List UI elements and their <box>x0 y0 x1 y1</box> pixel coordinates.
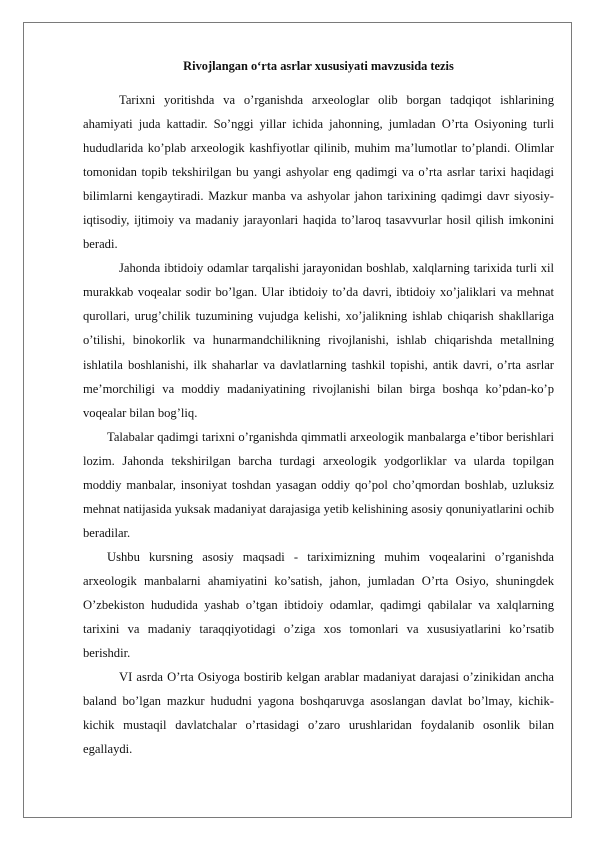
paragraph-5: VI asrda O’rta Osiyoga bostirib kelgan arablar madaniyat darajasi o’zinikidan ancha baland bo’lgan mazkur hududni yagona boshqaruvga asoslangan davlat bo’lmay, kichik-kichik mustaqil davlatchalar o’rtasidagi o’zaro urushlaridan foydalanib osonlik bilan egallaydi. <box>83 670 554 757</box>
paragraph-4: Ushbu kursning asosiy maqsadi - tariximizning muhim voqealarini o’rganishda arxeologik manbalarni ahamiyatini ko’satish, jahon, jumladan O’rta Osiyo, shuningdek O’zbekiston hududida yashab o’tgan ibtidoiy odamlar, qadimgi qabilalar va xalqlarning tarixini va madaniy taraqqiyotidagi o’ziga xos tomonlari va xususiyatlarini ko’rsatib berishdir. <box>83 549 554 661</box>
document-title: Rivojlangan o‘rta asrlar xususiyati mavzusida tezis <box>183 59 454 73</box>
paragraph-1: Tarixni yoritishda va o’rganishda arxeologlar olib borgan tadqiqot ishlarining ahamiyati juda kattadir. So’nggi yillar ichida jahonning, jumladan O’rta Osiyoning turli hududlarida ko’plab arxeologik kashfiyotlar qilinib, muhim ma’lumotlar to’plandi. Olimlar tomonidan topib tekshirilgan bu yangi ashyolar eng qadimgi va o’rta asrlar tarixi haqidagi bilimlarni kengaytiradi. Mazkur manba va ashyolar jahon tarixining qadimgi davr siyosiy-iqtisodiy, ijtimoiy va madaniy jarayonlari haqida to’laroq tasavvurlar hosil qilish imkonini beradi. <box>83 93 554 252</box>
paragraph-3: Talabalar qadimgi tarixni o’rganishda qimmatli arxeologik manbalarga e’tibor berishlari lozim. Jahonda tekshirilgan barcha turdagi arxeologik yodgorliklar va ularda topilgan moddiy manbalar, insoniyat toshdan yasagan oddiy qo’pol cho’qmordan boshlab, uzluksiz mehnat natijasida yuksak madaniyat darajasiga yetib kelishining asosiy qonuniyatlarini ochib beradilar. <box>83 429 554 540</box>
paragraph-2: Jahonda ibtidoiy odamlar tarqalishi jarayonidan boshlab, xalqlarning tarixida turli xil murakkab voqealar sodir bo’lgan. Ular ibtidoiy to’da davri, ibtidoiy xo’jaliklari va mehnat qurollari, urug’chilik tuzumining vujudga kelishi, xo’jalikning ishlab chiqarish shakllariga o’tilishi, binokorlik va hunarmandchilikning rivojlanishi, ishlab chiqarishda metallning ishlatila boshlanishi, ilk shaharlar va davlatlarning tashkil topishi, antik davri, o’rta asrlar me’morchiligi va moddiy madaniyatining rivojlanishi bilan birga boshqa ko’pdan-ko’p voqealar bilan bog’liq. <box>83 261 554 420</box>
document-body <box>83 57 554 761</box>
